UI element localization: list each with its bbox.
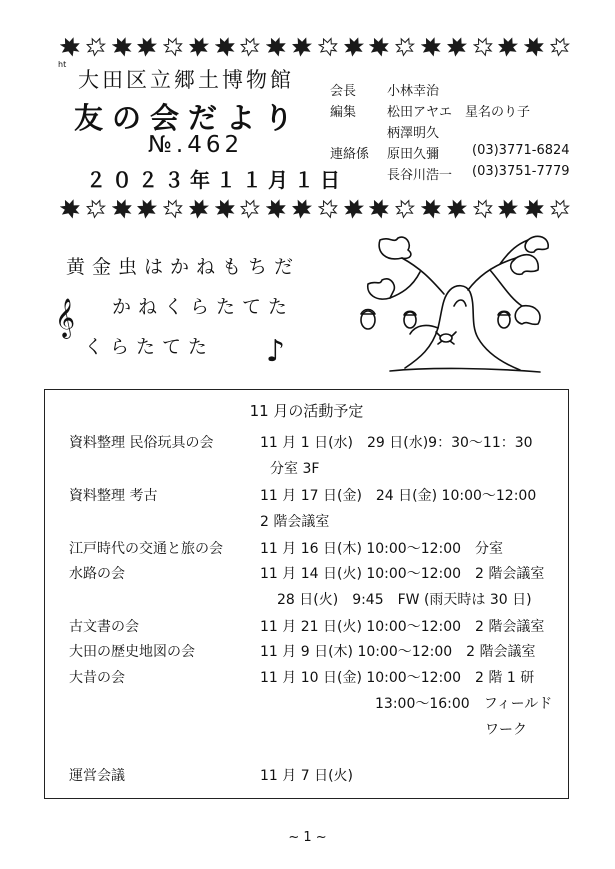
schedule-row-detail: 13:00〜16:00 フィールド (375, 696, 553, 712)
poem-line-3: くらたてた (84, 336, 215, 358)
maple-leaf-icon (447, 199, 467, 219)
maple-leaf-icon (86, 37, 106, 57)
maple-leaf-icon (498, 199, 518, 219)
maple-leaf-icon (369, 199, 389, 219)
poem-line-1: 黄金虫はかねもちだ (66, 256, 301, 278)
schedule-title: 11 月の活動予定 (249, 402, 364, 420)
schedule-row-detail: 11 月 21 日(火) 10:00〜12:00 2 階会議室 (260, 619, 545, 635)
maple-leaf-icon (524, 37, 544, 57)
maple-leaf-icon (112, 37, 132, 57)
maple-leaf-icon (473, 37, 493, 57)
maple-leaf-icon (215, 37, 235, 57)
contact1-phone: (03)3771-6824 (472, 143, 570, 158)
editors-line1: 松田アヤエ 星名のり子 (387, 105, 531, 120)
schedule-row-name: 大田の歴史地図の会 (69, 644, 195, 660)
maple-leaf-icon (189, 199, 209, 219)
schedule-row-name: 水路の会 (69, 566, 125, 582)
maple-leaf-icon (421, 37, 441, 57)
schedule-row-name: 大昔の会 (69, 670, 125, 686)
header-mark: ht (58, 60, 67, 69)
maple-leaf-icon (550, 37, 570, 57)
issue-date: ２０２３年１１月１日 (86, 168, 346, 192)
maple-leaf-icon (240, 199, 260, 219)
maple-leaf-icon (86, 199, 106, 219)
maple-leaf-icon (163, 37, 183, 57)
maple-leaf-icon (137, 37, 157, 57)
schedule-row-detail: ワーク (485, 722, 527, 738)
maple-leaf-icon (137, 199, 157, 219)
poem-line-2: かねくらたてた (112, 296, 295, 318)
schedule-row-name: 古文書の会 (69, 619, 139, 635)
schedule-row-name: 資料整理 考古 (69, 488, 158, 504)
maple-leaf-icon (189, 37, 209, 57)
maple-leaf-icon (447, 37, 467, 57)
maple-leaf-icon (112, 199, 132, 219)
music-note-icon: ♪ (266, 334, 286, 369)
maple-leaf-icon (395, 199, 415, 219)
maple-leaf-icon (60, 199, 80, 219)
maple-leaf-icon (266, 199, 286, 219)
maple-leaf-icon (266, 37, 286, 57)
maple-leaf-icon (344, 199, 364, 219)
maple-leaf-icon (524, 199, 544, 219)
maple-leaf-icon (395, 37, 415, 57)
maple-leaf-icon (292, 37, 312, 57)
issue-number: №.462 (148, 132, 244, 158)
schedule-row-detail: 28 日(火) 9:45 FW (雨天時は 30 日) (277, 592, 532, 608)
schedule-box (44, 389, 569, 799)
maple-leaf-icon (60, 37, 80, 57)
maple-leaf-icon (240, 37, 260, 57)
maple-leaf-icon (550, 199, 570, 219)
leaf-border-bottom (60, 198, 570, 220)
maple-leaf-icon (215, 199, 235, 219)
schedule-row-detail: 11 月 1 日(水) 29 日(水)9：30〜11：30 (260, 435, 533, 451)
schedule-row-detail: 分室 3F (270, 461, 320, 477)
maple-leaf-icon (318, 199, 338, 219)
contact2-phone: (03)3751-7779 (472, 164, 570, 179)
leaf-border-top (60, 36, 570, 58)
schedule-row-detail: 2 階会議室 (260, 514, 330, 530)
maple-leaf-icon (292, 199, 312, 219)
museum-name: 大田区立郷土博物館 (78, 68, 294, 92)
schedule-row-detail: 11 月 17 日(金) 24 日(金) 10:00〜12:00 (260, 488, 537, 504)
maple-leaf-icon (498, 37, 518, 57)
president-label: 会長 (330, 84, 357, 99)
maple-leaf-icon (369, 37, 389, 57)
schedule-row-name: 運営会議 (69, 768, 125, 784)
editors-label: 編集 (330, 105, 357, 120)
page-number: ~ 1 ~ (288, 830, 327, 845)
oak-tree-illustration-icon (350, 228, 560, 378)
schedule-row-detail: 11 月 14 日(火) 10:00〜12:00 2 階会議室 (260, 566, 545, 582)
schedule-row-name: 江戸時代の交通と旅の会 (69, 541, 223, 557)
contact1-name: 原田久彌 (387, 147, 440, 162)
maple-leaf-icon (163, 199, 183, 219)
maple-leaf-icon (318, 37, 338, 57)
maple-leaf-icon (421, 199, 441, 219)
schedule-row-name: 資料整理 民俗玩具の会 (69, 435, 214, 451)
maple-leaf-icon (473, 199, 493, 219)
maple-leaf-icon (344, 37, 364, 57)
treble-clef-icon: 𝄞 (55, 298, 76, 338)
editors-line2: 柄澤明久 (387, 126, 440, 141)
contacts-label: 連絡係 (330, 147, 370, 162)
schedule-row-detail: 11 月 10 日(金) 10:00〜12:00 2 階 1 研 (260, 670, 535, 686)
contact2-name: 長谷川浩一 (387, 168, 453, 183)
newsletter-title: 友の会だより (74, 101, 303, 135)
schedule-row-detail: 11 月 16 日(木) 10:00〜12:00 分室 (260, 541, 504, 557)
schedule-row-detail: 11 月 7 日(火) (260, 768, 353, 784)
president-name: 小林幸治 (387, 84, 440, 99)
schedule-row-detail: 11 月 9 日(木) 10:00〜12:00 2 階会議室 (260, 644, 536, 660)
